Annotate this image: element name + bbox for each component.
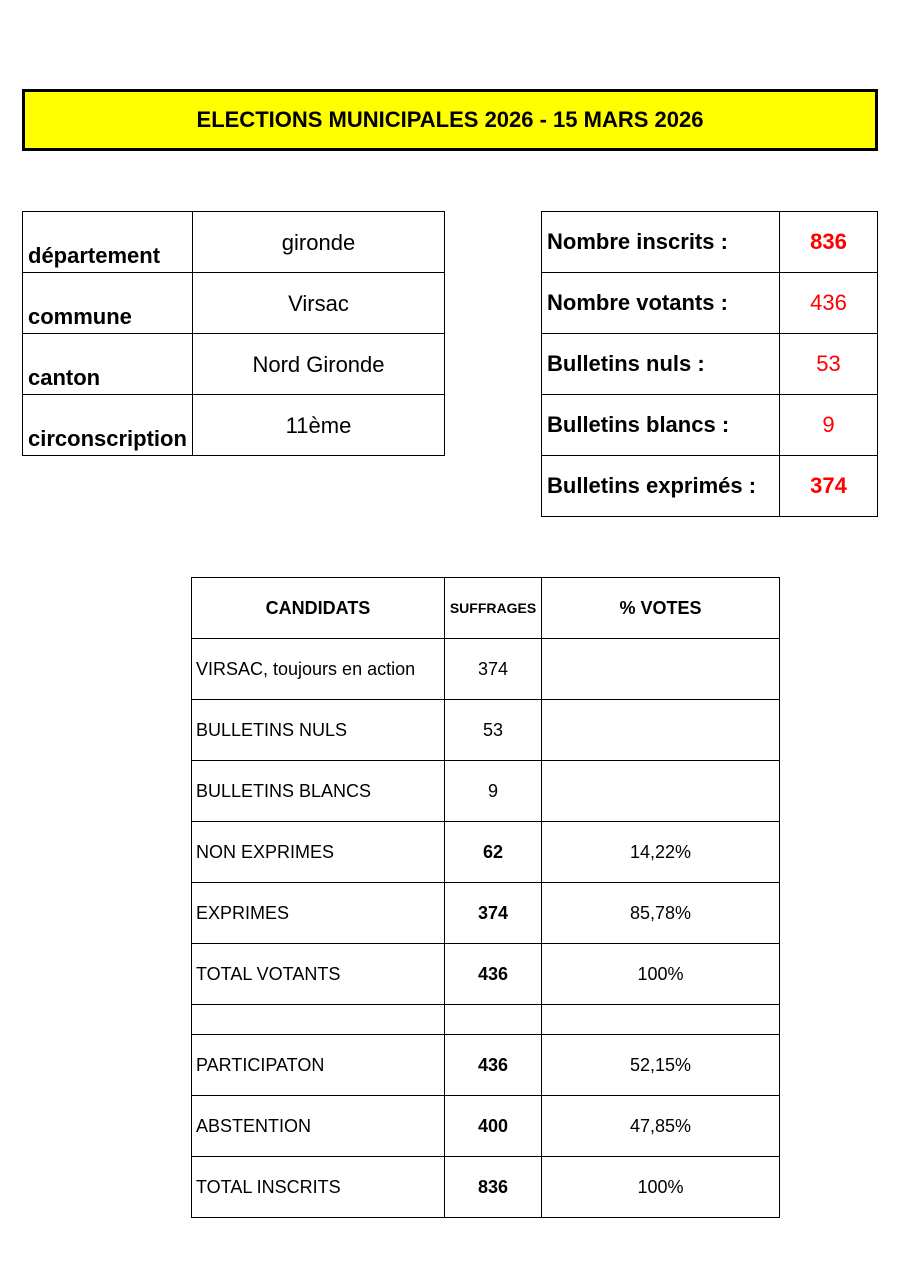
- table-row: [192, 822, 780, 883]
- suffrages-cell: 62: [445, 822, 542, 883]
- pct-cell: [542, 700, 780, 761]
- stats-value: 9: [780, 395, 878, 456]
- info-row-canton: [23, 334, 445, 395]
- results-header-row: [192, 578, 780, 639]
- pct-cell: 52,15%: [542, 1035, 780, 1096]
- table-row: [192, 761, 780, 822]
- info-table: [22, 211, 445, 456]
- header-suffrages: SUFFRAGES: [445, 578, 542, 639]
- stats-label: Bulletins nuls :: [542, 334, 780, 395]
- page-title: ELECTIONS MUNICIPALES 2026 - 15 MARS 2026: [22, 89, 878, 151]
- pct-cell: 14,22%: [542, 822, 780, 883]
- suffrages-cell: 374: [445, 639, 542, 700]
- pct-cell: 47,85%: [542, 1096, 780, 1157]
- info-value: Virsac: [193, 273, 445, 334]
- suffrages-cell: [445, 1005, 542, 1035]
- info-label: circonscription: [23, 395, 193, 456]
- info-row-circonscription: [23, 395, 445, 456]
- stats-row-inscrits: [542, 212, 878, 273]
- info-label: canton: [23, 334, 193, 395]
- table-row-spacer: [192, 1005, 780, 1035]
- candidate-cell: NON EXPRIMES: [192, 822, 445, 883]
- candidate-cell: TOTAL INSCRITS: [192, 1157, 445, 1218]
- candidate-cell: ABSTENTION: [192, 1096, 445, 1157]
- stats-value: 836: [780, 212, 878, 273]
- stats-value: 374: [780, 456, 878, 517]
- info-row-commune: [23, 273, 445, 334]
- table-row: [192, 1096, 780, 1157]
- table-row: [192, 1157, 780, 1218]
- candidate-cell: PARTICIPATON: [192, 1035, 445, 1096]
- table-row: [192, 1035, 780, 1096]
- info-value: gironde: [193, 212, 445, 273]
- table-row: [192, 883, 780, 944]
- stats-row-nuls: [542, 334, 878, 395]
- suffrages-cell: 53: [445, 700, 542, 761]
- stats-row-exprimes: [542, 456, 878, 517]
- stats-value: 53: [780, 334, 878, 395]
- pct-cell: 100%: [542, 944, 780, 1005]
- info-label: département: [23, 212, 193, 273]
- candidate-cell: VIRSAC, toujours en action: [192, 639, 445, 700]
- info-row-departement: [23, 212, 445, 273]
- stats-label: Nombre inscrits :: [542, 212, 780, 273]
- stats-row-blancs: [542, 395, 878, 456]
- results-table: [191, 577, 780, 1218]
- table-row: [192, 944, 780, 1005]
- pct-cell: [542, 1005, 780, 1035]
- table-row: [192, 700, 780, 761]
- pct-cell: [542, 639, 780, 700]
- info-label: commune: [23, 273, 193, 334]
- header-pct-votes: % VOTES: [542, 578, 780, 639]
- stats-table: [541, 211, 878, 517]
- info-value: Nord Gironde: [193, 334, 445, 395]
- pct-cell: [542, 761, 780, 822]
- stats-row-votants: [542, 273, 878, 334]
- stats-value: 436: [780, 273, 878, 334]
- pct-cell: 85,78%: [542, 883, 780, 944]
- header-candidats: CANDIDATS: [192, 578, 445, 639]
- candidate-cell: BULLETINS BLANCS: [192, 761, 445, 822]
- stats-label: Nombre votants :: [542, 273, 780, 334]
- candidate-cell: [192, 1005, 445, 1035]
- suffrages-cell: 836: [445, 1157, 542, 1218]
- suffrages-cell: 436: [445, 1035, 542, 1096]
- table-row: [192, 639, 780, 700]
- info-value: 11ème: [193, 395, 445, 456]
- candidate-cell: EXPRIMES: [192, 883, 445, 944]
- suffrages-cell: 436: [445, 944, 542, 1005]
- stats-label: Bulletins blancs :: [542, 395, 780, 456]
- suffrages-cell: 9: [445, 761, 542, 822]
- pct-cell: 100%: [542, 1157, 780, 1218]
- stats-label: Bulletins exprimés :: [542, 456, 780, 517]
- suffrages-cell: 374: [445, 883, 542, 944]
- suffrages-cell: 400: [445, 1096, 542, 1157]
- candidate-cell: TOTAL VOTANTS: [192, 944, 445, 1005]
- candidate-cell: BULLETINS NULS: [192, 700, 445, 761]
